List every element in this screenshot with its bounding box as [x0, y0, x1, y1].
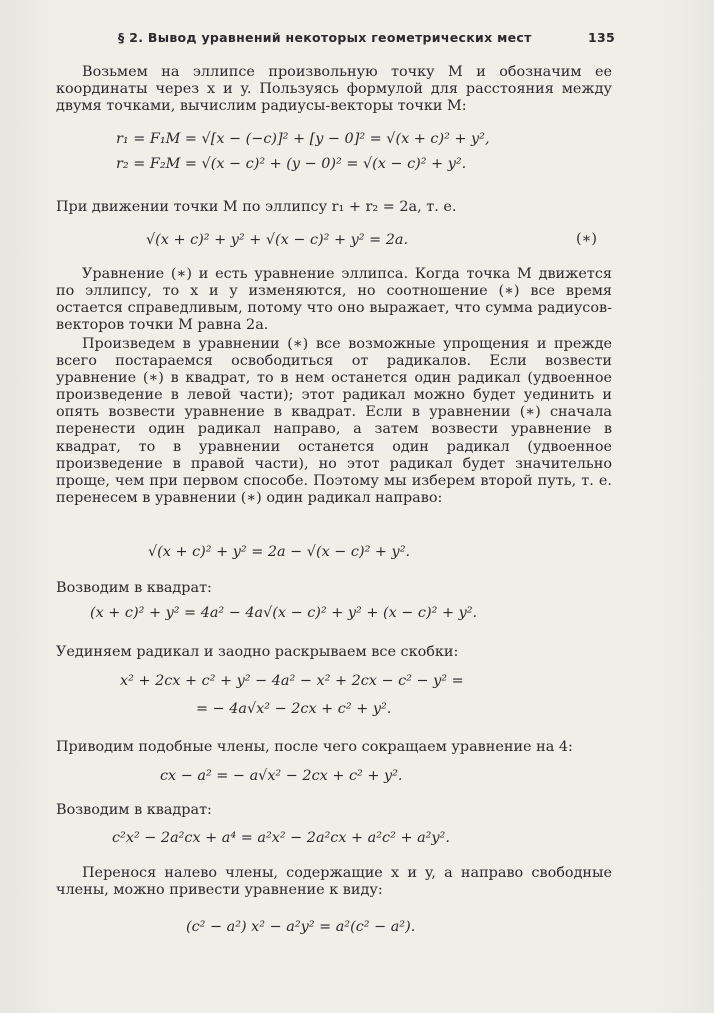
paragraph-text: Уравнение (∗) и есть уравнение эллипса. Когда точка M движется по эллипсу, то x и y изменяются, но соотношение (∗) все время остается справедливым, потому что оно выражает, что сумма радиусов-векторов точки M равна 2a. [56, 266, 612, 334]
running-header [0, 30, 714, 52]
paragraph-motion [56, 199, 612, 216]
formula-expanded-line1: x² + 2cx + c² + y² − 4a² − x² + 2cx − c² − y² = [120, 673, 464, 689]
paragraph-square-1 [56, 580, 612, 597]
page-number: 135 [588, 30, 615, 45]
paragraph-text: При движении точки M по эллипсу r₁ + r₂ = 2a, т. е. [56, 199, 457, 215]
paragraph-equation-meaning [56, 266, 612, 334]
paragraph-collect [56, 739, 612, 756]
paragraph-text: Возьмем на эллипсе произвольную точку M и обозначим ее координаты через x и y. Пользуясь формулой для расстояния между двумя точками, вычислим радиусы-векторы точки M: [56, 64, 612, 115]
paragraph-simplification [56, 336, 612, 507]
formula-squared-1: (x + c)² + y² = 4a² − 4a√(x − c)² + y² + (x − c)² + y². [90, 605, 478, 621]
paragraph-text: Возводим в квадрат: [56, 802, 212, 818]
formula-final: (c² − a²) x² − a²y² = a²(c² − a²). [186, 919, 416, 935]
section-title: § 2. Вывод уравнений некоторых геометрических мест [118, 30, 532, 45]
formula-r2: r₂ = F₂M = √(x − c)² + (y − 0)² = √(x − c)² + y². [116, 156, 467, 172]
paragraph-intro [56, 64, 612, 115]
formula-r1: r₁ = F₁M = √[x − (−c)]² + [y − 0]² = √(x + c)² + y², [116, 131, 490, 147]
formula-expanded-line2: = − 4a√x² − 2cx + c² + y². [196, 701, 392, 717]
paragraph-text: Произведем в уравнении (∗) все возможные упрощения и прежде всего постараемся освободиться от радикалов. Если возвести уравнение (∗) в квадрат, то в нем останется один радикал (удвоенное произведение в левой части); этот радикал можно будет уединить и опять возвести уравнение в квадрат. Если в уравнении (∗) сначала перенести один радикал направо, а затем возвести уравнение в квадрат, то в уравнении останется один радикал (удвоенное произведение в правой части), но этот радикал будет значительно проще, чем при первом способе. Поэтому мы изберем второй путь, т. е. перенесем в уравнении (∗) один радикал направо: [56, 336, 612, 506]
paragraph-text: Перенося налево члены, содержащие x и y, а направо свободные члены, можно привести уравнение к виду: [56, 865, 612, 899]
paragraph-square-2 [56, 802, 612, 819]
paragraph-text: Приводим подобные члены, после чего сокращаем уравнение на 4: [56, 739, 573, 755]
paragraph-rearrange [56, 865, 612, 899]
paragraph-text: Уединяем радикал и заодно раскрываем все скобки: [56, 644, 459, 660]
equation-label: (∗) [576, 231, 598, 247]
formula-squared-2: c²x² − 2a²cx + a⁴ = a²x² − 2a²cx + a²c² + a²y². [112, 830, 450, 846]
paragraph-isolate [56, 644, 612, 661]
formula-reduced: cx − a² = − a√x² − 2cx + c² + y². [160, 768, 403, 784]
formula-move-radical: √(x + c)² + y² = 2a − √(x − c)² + y². [148, 544, 411, 560]
paragraph-text: Возводим в квадрат: [56, 580, 212, 596]
formula-ellipse-star: √(x + c)² + y² + √(x − c)² + y² = 2a. [146, 232, 409, 248]
